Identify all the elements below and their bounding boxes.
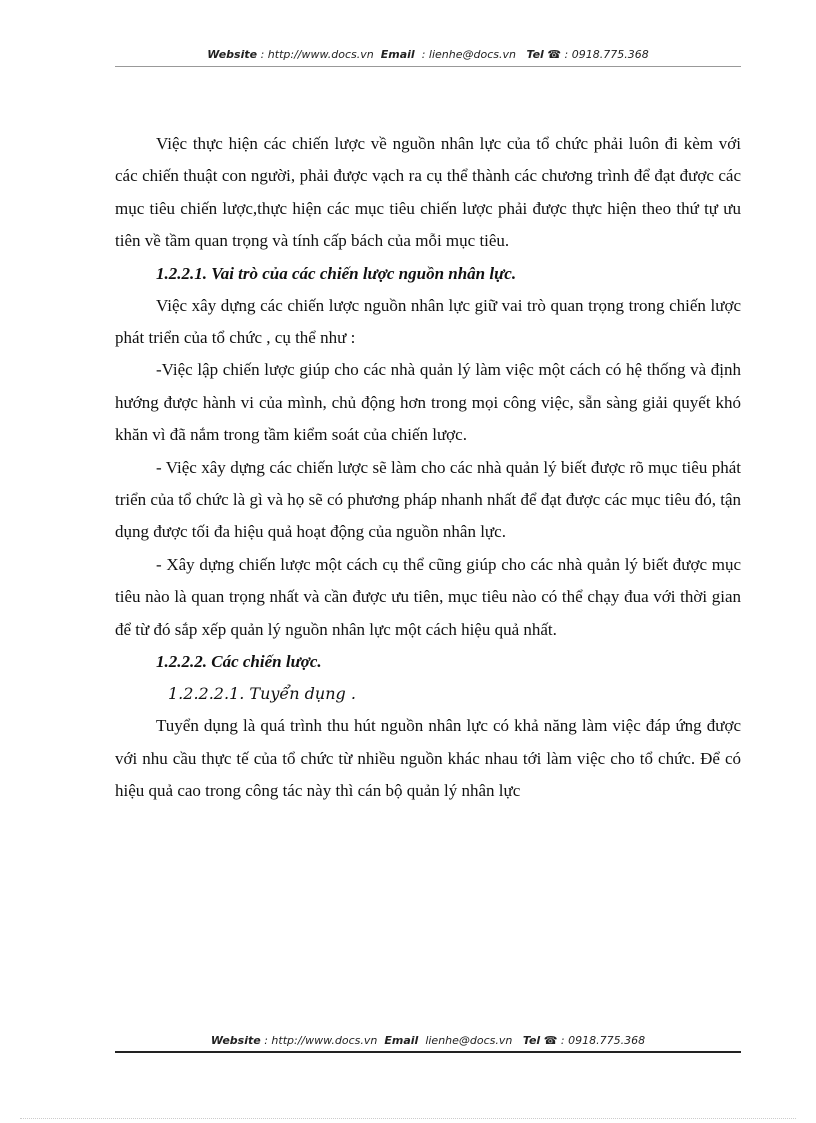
page-header bbox=[115, 48, 741, 61]
header-website-label: Website bbox=[207, 48, 258, 61]
paragraph-recruitment: Tuyển dụng là quá trình thu hút nguồn nhân lực có khả năng làm việc đáp ứng được với nhu cầu thực tế của tổ chức từ nhiều nguồn khác nhau tới làm việc cho tổ chức. Để có hiệu quả cao trong công tác này thì cán bộ quản lý nhân lực bbox=[115, 716, 741, 800]
header-divider bbox=[115, 66, 741, 67]
footer-email-value[interactable]: lienhe@docs.vn bbox=[425, 1034, 513, 1047]
header-email-label: Email bbox=[380, 48, 415, 61]
footer-website-value[interactable]: : http://www.docs.vn bbox=[264, 1034, 378, 1047]
document-body bbox=[115, 128, 741, 807]
page-edge-divider bbox=[20, 1118, 796, 1119]
header-email-value[interactable]: : lienhe@docs.vn bbox=[421, 48, 516, 61]
header-website-value[interactable]: : http://www.docs.vn bbox=[260, 48, 374, 61]
phone-icon: ☎ bbox=[547, 48, 562, 61]
paragraph-role-intro: Việc xây dựng các chiến lược nguồn nhân lực giữ vai trò quan trọng trong chiến lược phát triển của tổ chức , cụ thể như : bbox=[115, 295, 741, 348]
heading-recruitment: 1.2.2.2.1. Tuyển dụng . bbox=[168, 684, 356, 704]
header-tel-label: Tel bbox=[526, 48, 544, 61]
paragraph-goals-benefit: - Việc xây dựng các chiến lược sẽ làm cho các nhà quản lý biết được rõ mục tiêu phát triển của tổ chức là gì và họ sẽ có phương pháp nhanh nhất để đạt được các mục tiêu đó, tận dụng được tối đa hiệu quả hoạt động của nguồn nhân lực. bbox=[115, 457, 741, 542]
page-footer bbox=[115, 1034, 741, 1047]
header-tel-value: : 0918.775.368 bbox=[564, 48, 649, 61]
heading-strategies: 1.2.2.2. Các chiến lược. bbox=[156, 652, 322, 672]
footer-website-label: Website bbox=[210, 1034, 261, 1047]
paragraph-priority-benefit: - Xây dựng chiến lược một cách cụ thể cũng giúp cho các nhà quản lý biết được mục tiêu nào là quan trọng nhất và cần được ưu tiên, mục tiêu nào có thể chạy đua với thời gian để từ đó sắp xếp quản lý nguồn nhân lực một cách hiệu quả nhất. bbox=[115, 554, 741, 639]
phone-icon: ☎ bbox=[543, 1034, 558, 1047]
paragraph-strategy-tactics: Việc thực hiện các chiến lược về nguồn nhân lực của tổ chức phải luôn đi kèm với các chiến thuật con người, phải được vạch ra cụ thể thành các chương trình để đạt được các mục tiêu chiến lược,thực hiện các mục tiêu chiến lược phải được thực hiện theo thứ tự ưu tiên về tầm quan trọng và tính cấp bách của mỗi mục tiêu. bbox=[115, 134, 741, 251]
footer-tel-value: : 0918.775.368 bbox=[560, 1034, 646, 1047]
footer-tel-label: Tel bbox=[522, 1034, 541, 1047]
heading-role-of-strategies: 1.2.2.1. Vai trò của các chiến lược nguồn nhân lực. bbox=[156, 263, 517, 283]
footer-email-label: Email bbox=[384, 1034, 419, 1047]
paragraph-planning-benefit: -Việc lập chiến lược giúp cho các nhà quản lý làm việc một cách có hệ thống và định hướng được hành vi của mình, chủ động hơn trong mọi công việc, sẵn sàng giải quyết khó khăn vì đã nắm trong tầm kiểm soát của chiến lược. bbox=[115, 360, 741, 445]
footer-divider bbox=[115, 1051, 741, 1053]
